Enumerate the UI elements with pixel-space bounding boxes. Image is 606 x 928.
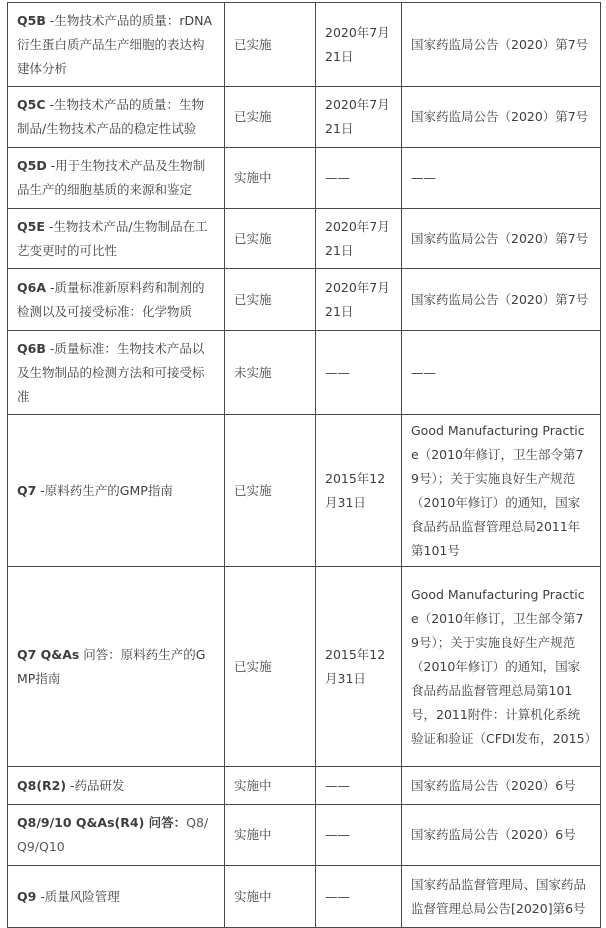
guideline-cell (8, 269, 225, 331)
guideline-cell (8, 805, 225, 866)
guideline-title: -质量标准新原料药和制剂的检测以及可接受标准：化学物质 (17, 279, 205, 319)
date-cell: 2020年7月21日 (316, 87, 402, 148)
guideline-cell (8, 866, 225, 928)
guideline-code: Q5E (17, 218, 45, 234)
guideline-code: Q6B (17, 340, 46, 356)
status-cell: 实施中 (225, 805, 316, 866)
date-cell: 2020年7月21日 (316, 3, 402, 87)
date-cell: —— (316, 331, 402, 415)
status-cell: 已实施 (225, 269, 316, 331)
status-cell: 实施中 (225, 148, 316, 209)
guideline-cell (8, 767, 225, 805)
reference-cell: 国家药监局公告（2020）第7号 (402, 87, 601, 148)
status-cell: 实施中 (225, 866, 316, 928)
guideline-cell (8, 87, 225, 148)
table-row (8, 148, 601, 209)
date-cell: 2020年7月21日 (316, 209, 402, 269)
table-row (8, 415, 601, 567)
table-body (8, 3, 601, 928)
guideline-title: -生物技术产品/生物制品在工艺变更时的可比性 (17, 218, 208, 258)
status-cell: 已实施 (225, 415, 316, 567)
guideline-title: -用于生物技术产品及生物制品生产的细胞基质的来源和鉴定 (17, 158, 206, 197)
reference-cell: Good Manufacturing Practice（2010年修订，卫生部令第79号）；关于实施良好生产规范（2010年修订）的通知，国家食品药品监督管理总局2011年第101号 (402, 415, 601, 567)
guideline-title: -生物技术产品的质量：生物制品/生物技术产品的稳定性试验 (17, 97, 204, 136)
guideline-cell (8, 148, 225, 209)
guideline-title: -药品研发 (66, 777, 125, 793)
table-row (8, 87, 601, 148)
reference-cell: Good Manufacturing Practice（2010年修订，卫生部令第79号）；关于实施良好生产规范（2010年修订）的通知，国家食品药品监督管理总局第101号，2011附件：计算机化系统验证和验证（CFDI发布，2015） (402, 567, 601, 767)
table-row (8, 805, 601, 866)
reference-cell: 国家药监局公告（2020）第7号 (402, 209, 601, 269)
reference-cell: 国家药监局公告（2020）6号 (402, 767, 601, 805)
table-row (8, 209, 601, 269)
table-row (8, 567, 601, 767)
guideline-cell (8, 567, 225, 767)
date-cell: —— (316, 866, 402, 928)
status-cell: 未实施 (225, 331, 316, 415)
status-cell: 已实施 (225, 87, 316, 148)
date-cell: 2015年12月31日 (316, 415, 402, 567)
guideline-code: Q5C (17, 97, 46, 112)
date-cell: 2015年12月31日 (316, 567, 402, 767)
ich-guidelines-table (7, 2, 601, 928)
guideline-cell (8, 331, 225, 415)
guideline-code: Q8/9/10 Q&As(R4) 问答： (17, 815, 187, 830)
ich-guidelines-table-container (7, 2, 601, 928)
guideline-code: Q5D (17, 158, 47, 173)
guideline-cell (8, 3, 225, 87)
status-cell: 已实施 (225, 3, 316, 87)
table-row (8, 331, 601, 415)
guideline-code: Q7 (17, 482, 37, 498)
table-row (8, 767, 601, 805)
reference-cell: 国家药监局公告（2020）第7号 (402, 269, 601, 331)
table-row (8, 866, 601, 928)
guideline-code: Q9 (17, 888, 37, 904)
guideline-code: Q5B (17, 12, 46, 28)
guideline-code: Q7 Q&As (17, 646, 80, 662)
date-cell: 2020年7月21日 (316, 269, 402, 331)
status-cell: 已实施 (225, 567, 316, 767)
guideline-cell (8, 415, 225, 567)
reference-cell: —— (402, 148, 601, 209)
table-row (8, 3, 601, 87)
guideline-title: -生物技术产品的质量：rDNA衍生蛋白质产品生产细胞的表达构建体分析 (17, 12, 213, 76)
reference-cell: —— (402, 331, 601, 415)
reference-cell: 国家药监局公告（2020）第7号 (402, 3, 601, 87)
status-cell: 已实施 (225, 209, 316, 269)
guideline-title: 问答：原料药生产的GMP指南 (17, 646, 206, 686)
guideline-title: -质量标准：生物技术产品以及生物制品的检测方法和可接受标准 (17, 340, 205, 404)
guideline-title: -质量风险管理 (36, 888, 120, 904)
guideline-title: Q8/Q9/Q10 (17, 815, 209, 854)
reference-cell: 国家药品监督管理局、国家药品监督管理总局公告[2020]第6号 (402, 866, 601, 928)
table-row (8, 269, 601, 331)
date-cell: —— (316, 805, 402, 866)
date-cell: —— (316, 148, 402, 209)
guideline-code: Q8(R2) (17, 777, 67, 793)
reference-cell: 国家药监局公告（2020）6号 (402, 805, 601, 866)
guideline-cell (8, 209, 225, 269)
date-cell: —— (316, 767, 402, 805)
status-cell: 实施中 (225, 767, 316, 805)
guideline-title: -原料药生产的GMP指南 (36, 482, 173, 498)
guideline-code: Q6A (17, 279, 46, 295)
